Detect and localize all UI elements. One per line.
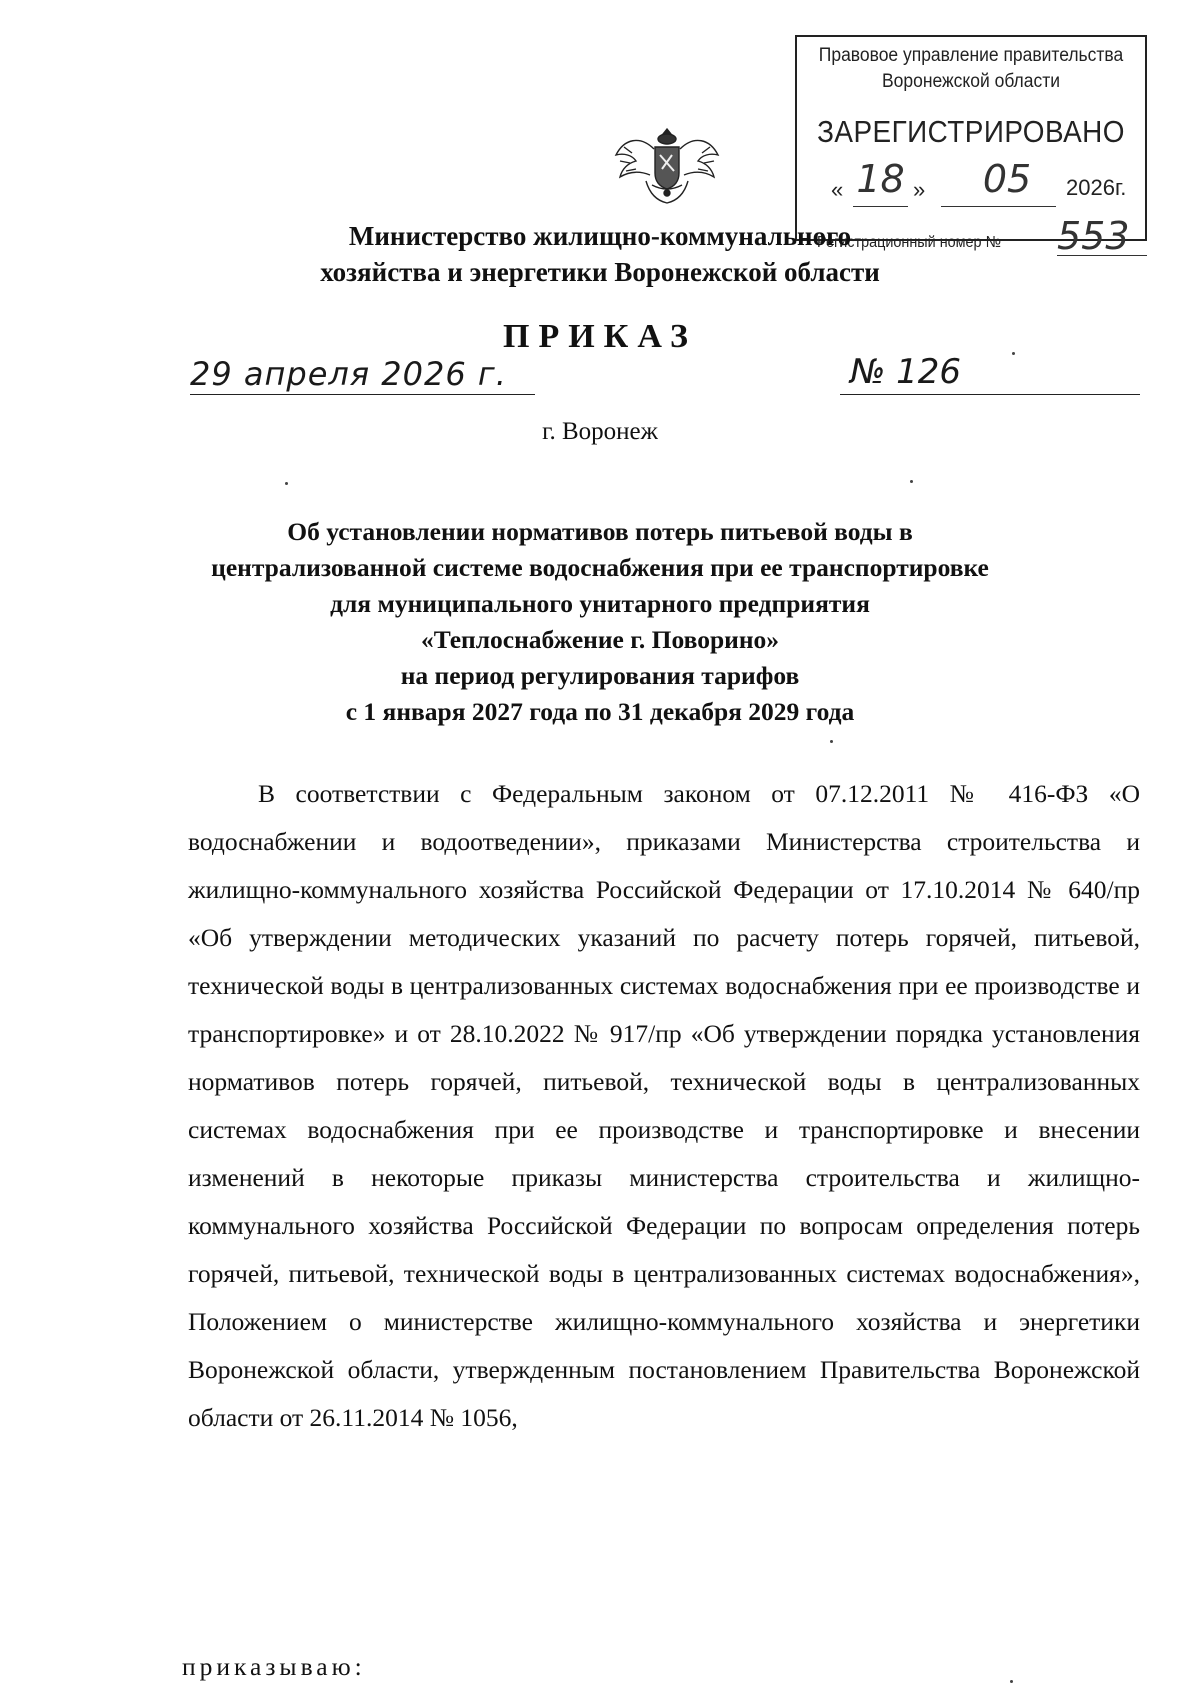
stamp-org-line1: Правовое управление правительства <box>818 45 1124 66</box>
stamp-registered-label: ЗАРЕГИСТРИРОВАНО <box>817 114 1125 149</box>
order-subject <box>0 514 1200 730</box>
stamp-reg-number-value: 553 <box>1057 214 1130 258</box>
stamp-date-open-quote: « <box>831 177 844 202</box>
ministry-line1: Министерство жилищно-коммунального <box>348 221 852 251</box>
stamp-date-day: 18 <box>856 157 905 201</box>
stamp-org-line2: Воронежской области <box>881 71 1060 92</box>
subject-line2: централизованной системе водоснабжения при ее транспортировке <box>211 553 989 582</box>
subject-line1: Об установлении нормативов потерь питьевой воды в <box>287 517 913 546</box>
stamp-month-underline <box>941 206 1056 207</box>
order-number-handwritten: № 126 <box>850 352 962 392</box>
order-verb: приказываю: <box>182 1652 366 1681</box>
stamp-date-month: 05 <box>982 157 1032 201</box>
registration-stamp <box>795 35 1147 258</box>
stamp-date-close-quote: » <box>913 177 926 202</box>
document-type-title: ПРИКАЗ <box>503 318 697 355</box>
stamp-date <box>831 157 1135 207</box>
ministry-line2: хозяйства и энергетики Воронежской области <box>320 257 880 287</box>
subject-line3: для муниципального унитарного предприятия <box>330 589 870 618</box>
stamp-day-underline <box>853 206 908 207</box>
preamble-paragraph: В соответствии с Федеральным законом от 07.12.2011 № 416-ФЗ «О водоснабжении и водоотведении», приказами Министерства строительства и жилищно-коммунального хозяйства Российской Федерации от 17.10.2014 № 640/пр «Об утверждении методических указаний по расчету потерь горячей, питьевой, технической воды в централизованных системах водоснабжения при ее производстве и транспортировке» и от 28.10.2022 № 917/пр «Об утверждении порядка установления нормативов потерь горячей, питьевой, технической воды в централизованных системах водоснабжения при ее производстве и транспортировке и внесении изменений в некоторые приказы министерства строительства и жилищно-коммунального хозяйства Российской Федерации по вопросам определения потерь горячей, питьевой, технической воды в централизованных системах водоснабжения», Положением о министерстве жилищно-коммунального хозяйства и энергетики Воронежской области, утвержденным постановлением Правительства Воронежской области от 26.11.2014 № 1056, <box>188 779 1140 1432</box>
order-date-underline <box>190 394 535 395</box>
stamp-organization <box>811 43 1131 95</box>
ministry-name <box>0 218 1200 290</box>
subject-line5: на период регулирования тарифов <box>400 661 800 690</box>
coat-of-arms-emblem <box>610 125 725 207</box>
scan-speck <box>1010 1680 1013 1683</box>
order-date-handwritten: 29 апреля 2026 г. <box>190 355 507 393</box>
city-name: г. Воронеж <box>542 418 658 445</box>
subject-line6: с 1 января 2027 года по 31 декабря 2029 года <box>345 697 855 726</box>
scan-speck <box>910 480 913 483</box>
stamp-reg-number-label: Регистрационный номер № <box>817 234 1002 251</box>
stamp-date-year: 2026г. <box>1066 175 1127 200</box>
subject-line4: «Теплоснабжение г. Поворино» <box>420 625 780 654</box>
scan-speck <box>285 482 288 485</box>
scan-speck <box>1012 352 1015 355</box>
scan-speck <box>830 740 833 743</box>
order-number-underline <box>840 394 1140 395</box>
